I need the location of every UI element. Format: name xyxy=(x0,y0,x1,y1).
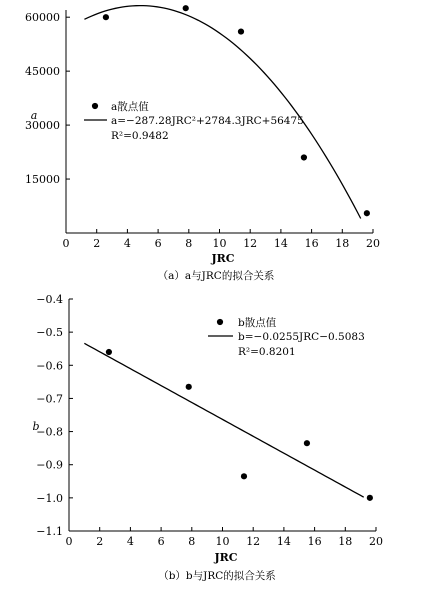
chart-b-points xyxy=(106,349,373,501)
a-x-tick-label: 12 xyxy=(243,237,258,250)
b-x-tick-label: 14 xyxy=(276,535,291,548)
a-y-tick-label: 60000 xyxy=(25,11,60,25)
chart-a-y-axis-title: a xyxy=(30,109,38,122)
a-x-tick-label: 20 xyxy=(366,237,380,250)
b-x-tick-label: 8 xyxy=(188,535,196,548)
chart-a-x-axis-title: JRC xyxy=(211,252,235,265)
a-data-point xyxy=(103,14,109,20)
a-data-point xyxy=(238,28,244,34)
a-data-point xyxy=(183,5,189,11)
b-y-tick-label: −0.6 xyxy=(36,359,63,373)
a-x-tick-label: 14 xyxy=(273,237,288,250)
a-y-tick-label: 45000 xyxy=(25,65,60,79)
b-y-tick-label: −1.1 xyxy=(36,525,63,538)
b-y-tick-label: −0.9 xyxy=(36,458,63,472)
b-x-tick-label: 16 xyxy=(307,535,322,548)
chart-b-legend xyxy=(208,316,365,358)
a-data-point xyxy=(301,154,307,160)
b-data-point xyxy=(304,440,310,446)
b-x-tick-label: 0 xyxy=(65,535,73,548)
chart-a xyxy=(25,5,380,282)
chart-b-y-axis-title: b xyxy=(32,420,40,433)
a-x-tick-label: 0 xyxy=(62,237,70,250)
b-x-tick-label: 20 xyxy=(369,535,383,548)
chart-b-fit-line xyxy=(84,343,363,497)
b-data-point xyxy=(367,495,373,501)
b-x-tick-label: 18 xyxy=(338,535,353,548)
a-x-tick-label: 2 xyxy=(93,237,101,250)
chart-b-caption: （b）b与JRC的拟合关系 xyxy=(158,570,276,582)
b-y-tick-label: −0.8 xyxy=(36,425,63,439)
a-x-tick-label: 4 xyxy=(123,237,131,250)
a-x-tick-label: 16 xyxy=(304,237,319,250)
b-y-tick-label: −1.0 xyxy=(36,491,63,505)
chart-b-x-ticks xyxy=(66,527,384,548)
chart-b-legend-equation: b=−0.0255JRC−0.5083 xyxy=(238,331,365,343)
a-x-tick-label: 10 xyxy=(212,237,227,250)
chart-a-legend-equation: a=−287.28JRC²+2784.3JRC+56475 xyxy=(111,115,304,127)
chart-a-legend-marker xyxy=(92,103,98,109)
chart-a-caption: （a）a与JRC的拟合关系 xyxy=(157,270,275,282)
chart-b-y-ticks xyxy=(36,293,73,538)
chart-b-legend-marker-label: b散点值 xyxy=(238,317,277,329)
a-x-tick-label: 6 xyxy=(154,237,162,250)
b-x-tick-label: 10 xyxy=(215,535,230,548)
chart-a-legend-marker-label: a散点值 xyxy=(111,101,149,113)
a-y-tick-label: 30000 xyxy=(25,119,60,133)
b-x-tick-label: 12 xyxy=(246,535,261,548)
b-x-tick-label: 6 xyxy=(157,535,165,548)
chart-b xyxy=(32,293,383,582)
chart-a-legend-r2: R²=0.9482 xyxy=(111,130,169,142)
chart-a-legend xyxy=(84,100,304,142)
b-data-point xyxy=(186,384,192,390)
b-y-tick-label: −0.5 xyxy=(36,326,63,340)
chart-b-legend-r2: R²=0.8201 xyxy=(238,346,296,358)
chart-a-x-ticks xyxy=(63,229,381,250)
b-x-tick-label: 2 xyxy=(96,535,104,548)
b-x-tick-label: 4 xyxy=(126,535,134,548)
chart-b-x-axis-title: JRC xyxy=(214,551,238,564)
chart-a-y-ticks xyxy=(25,11,70,186)
b-data-point xyxy=(241,473,247,479)
a-x-tick-label: 8 xyxy=(185,237,193,250)
a-data-point xyxy=(364,210,370,216)
a-x-tick-label: 18 xyxy=(335,237,350,250)
b-y-tick-label: −0.7 xyxy=(36,392,63,406)
b-y-tick-label: −0.4 xyxy=(36,293,63,306)
a-y-tick-label: 15000 xyxy=(25,173,60,187)
chart-b-legend-marker xyxy=(217,319,223,325)
b-data-point xyxy=(106,349,112,355)
